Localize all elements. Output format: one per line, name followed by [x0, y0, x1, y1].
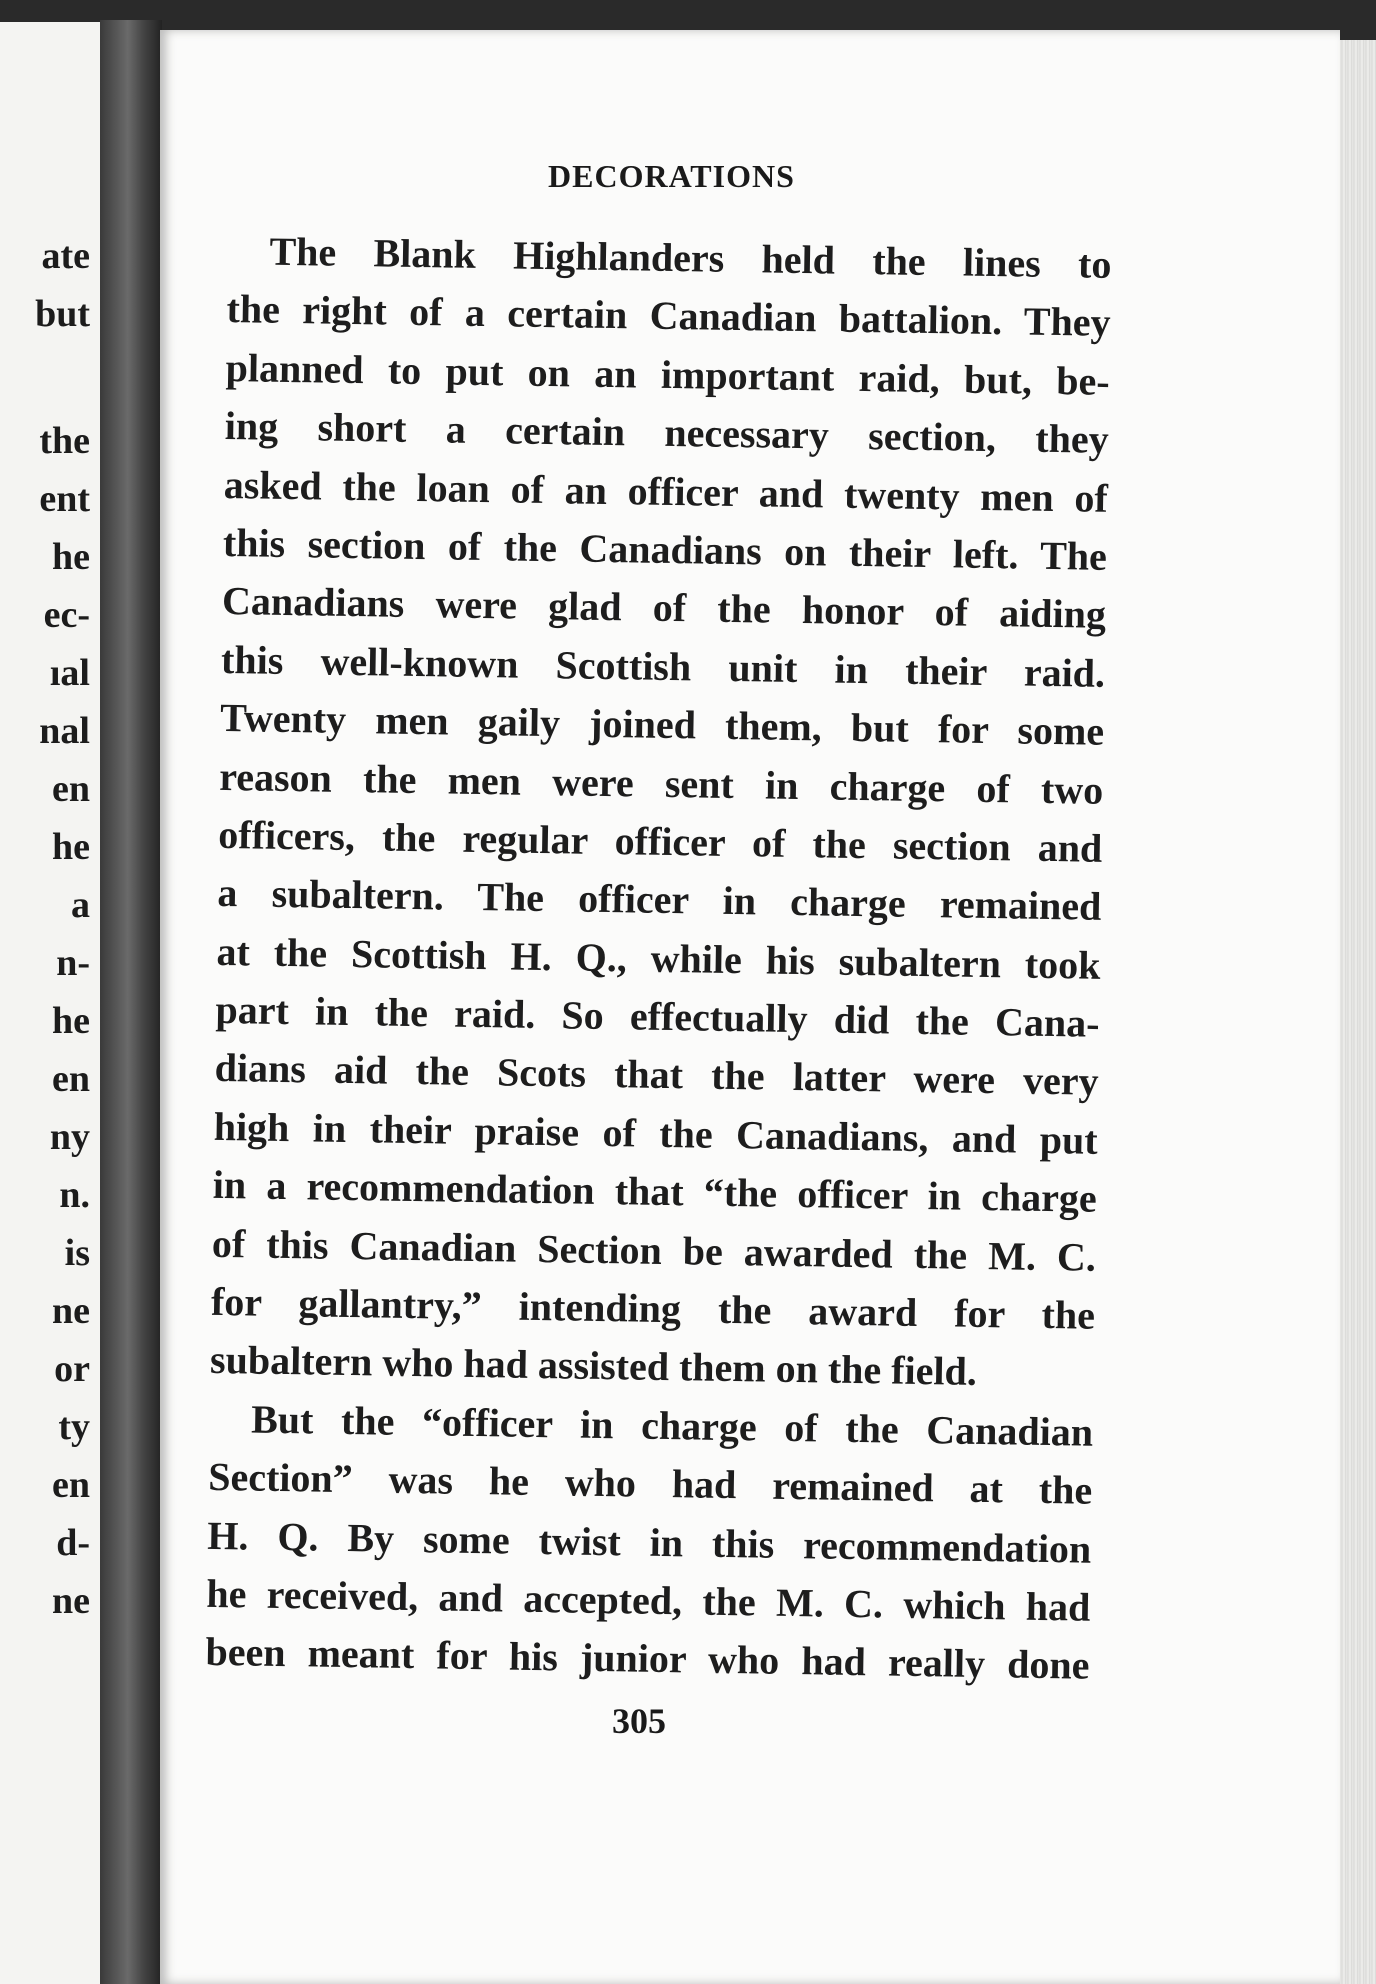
left-line-18: ne	[52, 1290, 90, 1332]
left-line-10: he	[52, 826, 90, 868]
text-line: high in their praise of the Canadians, and put	[213, 1103, 1099, 1163]
text-line: this section of the Canadians on their left. The	[222, 519, 1108, 579]
text-line: But the “officer in charge of the Canadian	[250, 1396, 1094, 1455]
text-line: planned to put on an important raid, but, be-	[225, 344, 1110, 404]
text-line: subaltern who had assisted them on the field.	[209, 1337, 978, 1395]
text-line: asked the loan of an officer and twenty men of	[223, 461, 1109, 521]
left-line-4: ent	[39, 478, 90, 520]
running-head: DECORATIONS	[548, 158, 795, 194]
text-line: officers, the regular officer of the section and	[218, 811, 1103, 871]
left-line-1: ate	[41, 235, 90, 277]
left-line-17: is	[64, 1232, 90, 1274]
text-line: Canadians were glad of the honor of aiding	[221, 578, 1107, 638]
text-line: at the Scottish H. Q., while his subaltern took	[216, 928, 1101, 988]
left-line-11: a	[71, 884, 90, 926]
left-line-14: en	[52, 1058, 90, 1100]
left-line-9: en	[52, 768, 90, 810]
left-line-20: ty	[58, 1406, 90, 1448]
text-line: The Blank Highlanders held the lines to	[269, 228, 1112, 287]
text-line: for gallantry,” intending the award for the	[210, 1278, 1096, 1338]
text-line: been meant for his junior who had really done	[205, 1629, 1090, 1689]
left-line-7: ıal	[49, 652, 90, 694]
left-line-8: nal	[39, 710, 90, 752]
left-line-23: ne	[52, 1580, 90, 1622]
left-line-21: en	[52, 1464, 90, 1506]
text-line: the right of a certain Canadian battalion. They	[226, 286, 1111, 346]
left-line-2: but	[35, 293, 90, 335]
left-line-15: ny	[49, 1116, 90, 1158]
left-line-6: ec-	[43, 594, 90, 636]
text-line: ing short a certain necessary section, they	[224, 403, 1110, 463]
page-number: 305	[612, 1701, 666, 1741]
text-line: a subaltern. The officer in charge remained	[217, 870, 1102, 930]
left-line-5: he	[52, 536, 90, 578]
text-line: dians aid the Scots that the latter were very	[214, 1045, 1099, 1105]
previous-page-fragment	[0, 22, 100, 1984]
text-line: this well-known Scottish unit in their raid.	[220, 636, 1106, 696]
text-line: Twenty men gaily joined them, but for some	[219, 695, 1105, 754]
body-text	[205, 222, 1112, 1695]
text-line: in a recommendation that “the officer in charge	[212, 1162, 1098, 1222]
text-line: Section” was he who had remained at the	[207, 1454, 1093, 1513]
left-line-16: n.	[59, 1174, 90, 1216]
text-line: reason the men were sent in charge of two	[218, 753, 1104, 813]
left-line-12: n-	[56, 942, 90, 984]
book-gutter	[100, 20, 162, 1984]
left-line-13: he	[52, 1000, 90, 1042]
text-line: part in the raid. So effectually did the Cana-	[215, 986, 1100, 1046]
left-line-3: the	[39, 420, 90, 462]
page-edges	[1340, 40, 1376, 1984]
text-line: H. Q. By some twist in this recommendation	[207, 1512, 1092, 1572]
text-line: he received, and accepted, the M. C. which had	[206, 1570, 1091, 1630]
text-line: of this Canadian Section be awarded the M. C.	[211, 1220, 1097, 1280]
left-line-22: d-	[56, 1522, 90, 1564]
left-line-19: or	[54, 1348, 90, 1390]
